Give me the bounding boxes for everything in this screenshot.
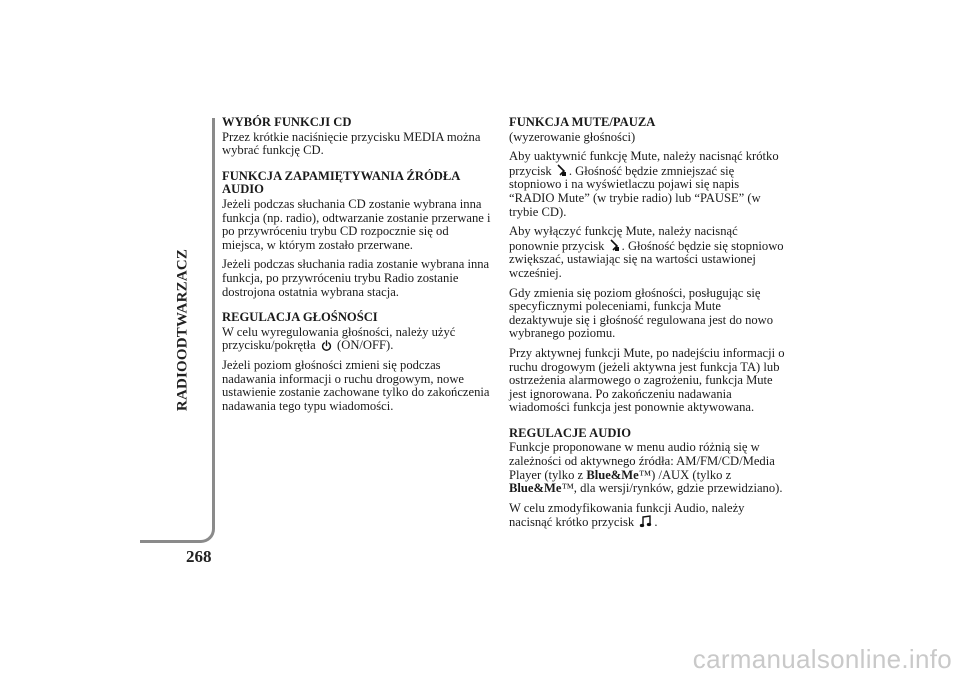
- section-audio-source-memory: [222, 170, 492, 299]
- right-column: [509, 116, 785, 542]
- mute-pause-icon: [557, 164, 567, 177]
- watermark: carmanualsonline.info: [692, 644, 952, 674]
- page-number: 268: [186, 547, 212, 566]
- heading-audio-source-memory: FUNKCJA ZAPAMIĘTYWANIA ŹRÓDŁA AUDIO: [222, 168, 460, 197]
- brand-name: Blue&Me: [586, 467, 639, 482]
- paragraph: W celu zmodyfikowania funkcji Audio, należy nacisnąć krótko przycisk .: [509, 500, 745, 530]
- brand-name: Blue&Me: [509, 481, 562, 496]
- heading-cd-function: WYBÓR FUNKCJI CD: [222, 115, 352, 129]
- paragraph: Jeżeli poziom głośności zmieni się podczas nadawania informacji o ruchu drogowym, nowe ustawienie zostanie zachowane tylko do zakończenia nadawania tego typu wiadomości.: [222, 357, 490, 413]
- section-cd-function: [222, 116, 492, 158]
- paragraph: Jeżeli podczas słuchania radia zostanie wybrana inna funkcja, po przywróceniu trybu Radio zostanie dostrojona ostatnia wybrana stacja.: [222, 257, 490, 299]
- left-column: [222, 116, 492, 425]
- paragraph: Aby uaktywnić funkcję Mute, należy nacisnąć krótko przycisk . Głośność będzie zmniejszać się stopniowo i na wyświetlaczu pojawi się napis “RADIO Mute” (w trybie radio) lub “PAUSE” (w trybie CD).: [509, 149, 779, 219]
- mute-pause-icon: [610, 239, 620, 252]
- paragraph: Przez krótkie naciśnięcie przycisku MEDIA można wybrać funkcję CD.: [222, 129, 481, 158]
- power-icon: [321, 340, 332, 351]
- section-volume: [222, 311, 492, 413]
- section-title-vertical: RADIOODTWARZACZ: [174, 248, 191, 412]
- paragraph: Przy aktywnej funkcji Mute, po nadejściu informacji o ruchu drogowym (jeżeli aktywna jest funkcja TA) lub ostrzeżenia alarmowego o zagrożeniu, funkcja Mute jest ignorowana. Po zakończeniu nadawania wiadomości funkcja jest ponownie aktywowana.: [509, 345, 785, 415]
- section-mute: [509, 116, 785, 415]
- music-note-icon: [639, 515, 652, 528]
- subheading: (wyzerowanie głośności): [509, 129, 636, 144]
- paragraph: W celu wyregulowania głośności, należy użyć przycisku/pokrętła (ON/OFF).: [222, 324, 456, 353]
- section-audio-settings: [509, 427, 785, 530]
- paragraph: Gdy zmienia się poziom głośności, posługując się specyficznymi poleceniami, funkcja Mute dezaktywuje się i głośność regulowana jest do nowo wybranego poziomu.: [509, 285, 774, 341]
- heading-audio-settings: REGULACJE AUDIO: [509, 425, 632, 440]
- paragraph: Aby wyłączyć funkcję Mute, należy nacisnąć ponownie przycisk . Głośność będzie się stopniowo zwiększać, ustawiając się na wartości ustawionej wcześniej.: [509, 224, 784, 280]
- paragraph: Jeżeli podczas słuchania CD zostanie wybrana inna funkcja (np. radio), odtwarzanie zostanie przerwane i po przywróceniu trybu CD rozpocznie się od miejsca, w którym zostało przerwane.: [222, 196, 491, 252]
- heading-volume: REGULACJA GŁOŚNOŚCI: [222, 310, 378, 325]
- heading-mute: FUNKCJA MUTE/PAUZA: [509, 115, 656, 129]
- paragraph: Funkcje proponowane w menu audio różnią się w zależności od aktywnego źródła: AM/FM/CD/Media Player (tylko z Blue&Me™) /AUX (tylko z Blue&Me™, dla wersji/rynków, gdzie przewidziano).: [509, 440, 783, 496]
